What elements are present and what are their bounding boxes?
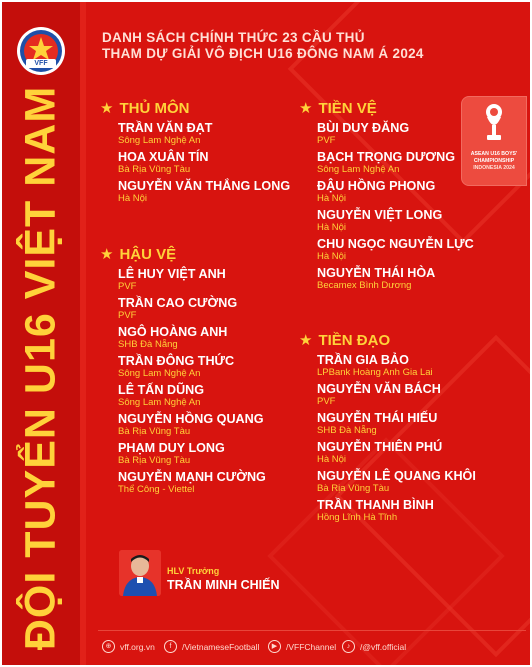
section-goalkeepers [100,99,290,204]
player-club: PVF [118,281,137,292]
section-forwards [299,331,476,523]
player-club: SHB Đà Nẵng [317,425,377,436]
player-entry [317,208,474,233]
player-club: Bà Rịa Vũng Tàu [118,455,191,466]
player-name: TRẦN THANH BÌNH [317,498,434,512]
vff-logo [16,26,66,76]
player-name: NGUYỄN THÁI HIẾU [317,411,438,425]
player-name: BÙI DUY ĐĂNG [317,121,410,135]
player-club: LPBank Hoàng Anh Gia Lai [317,367,433,378]
head-coach [119,550,319,596]
section-title-text: TIỀN VỆ [318,99,377,117]
tiktok-link[interactable] [342,640,406,653]
vertical-team-title [10,85,72,651]
coach-name: TRẦN MINH CHIẾN [167,578,280,592]
vff-logo-text: VFF [34,60,48,67]
tiktok-icon: ♪ [342,640,355,653]
player-club: PVF [317,135,336,146]
coach-role: HLV Trưởng [167,566,220,576]
player-name: PHẠM DUY LONG [118,441,225,455]
player-name: CHU NGỌC NGUYỄN LỰC [317,237,474,251]
player-entry [118,412,266,437]
tiktok-text: /@vff.official [360,641,407,652]
player-name: NGÔ HOÀNG ANH [118,325,228,339]
player-club: SHB Đà Nẵng [118,339,178,350]
youtube-link[interactable] [268,640,336,653]
player-entry [317,353,476,378]
section-title [100,99,290,117]
website-text: vff.org.vn [120,641,155,652]
player-club: Bà Rịa Vũng Tàu [317,483,390,494]
section-defenders [100,245,266,495]
section-title [100,245,266,263]
footer-social [102,640,522,656]
section-title-text: HẬU VỆ [119,245,177,263]
player-name: NGUYỄN VIỆT LONG [317,208,443,222]
player-name: LÊ HUY VIỆT ANH [118,267,226,281]
facebook-link[interactable] [164,640,259,653]
star-icon: ★ [100,99,114,117]
star-icon: ★ [100,245,114,263]
player-entry [118,296,266,321]
youtube-icon: ▶ [268,640,281,653]
section-title-text: THỦ MÔN [119,99,190,117]
player-entry [317,411,476,436]
player-name: NGUYỄN THÁI HÒA [317,266,436,280]
section-title-text: TIỀN ĐẠO [318,331,391,349]
player-club: PVF [317,396,336,407]
player-club: Sông Lam Nghệ An [118,397,201,408]
player-entry [317,498,476,523]
player-club: Sông Lam Nghệ An [118,135,201,146]
player-name: NGUYỄN HỒNG QUANG [118,412,264,426]
squad-announcement-poster [2,2,530,665]
player-club: Hà Nội [118,193,148,204]
player-club: PVF [118,310,137,321]
player-entry [317,266,474,291]
star-icon: ★ [299,99,313,117]
player-club: Sông Lam Nghệ An [317,164,400,175]
player-name: BẠCH TRỌNG DƯƠNG [317,150,456,164]
player-name: NGUYỄN THIÊN PHÚ [317,440,443,454]
footer-divider [98,630,526,631]
section-title [299,331,476,349]
player-entry [118,354,266,379]
trophy-icon [480,103,508,152]
youtube-text: /VFFChannel [286,641,337,652]
badge-line-1: ASEAN U16 BOYS' [470,151,518,157]
player-entry [317,440,476,465]
player-club: Hồng Lĩnh Hà Tĩnh [317,512,398,523]
player-name: ĐẬU HỒNG PHONG [317,179,436,193]
facebook-text: /VietnameseFootball [182,641,260,652]
section-midfielders [299,99,474,291]
player-entry [118,179,290,204]
player-club: Sông Lam Nghệ An [118,368,201,379]
player-club: Bà Rịa Vũng Tàu [118,164,191,175]
website-link[interactable] [102,640,155,653]
player-name: TRẦN ĐÔNG THỨC [118,354,235,368]
player-entry [317,150,474,175]
player-club: Hà Nội [317,222,347,233]
player-name: LÊ TẤN DŨNG [118,383,205,397]
player-name: TRẦN VĂN ĐẠT [118,121,213,135]
badge-line-2: CHAMPIONSHIP [473,158,515,164]
section-title [299,99,474,117]
player-entry [118,325,266,350]
badge-line-3: INDONESIA 2024 [473,165,515,171]
player-club: Thể Công - Viettel [118,484,195,495]
header-line-1: DANH SÁCH CHÍNH THỨC 23 CẦU THỦ [102,30,365,45]
player-name: NGUYỄN MẠNH CƯỜNG [118,470,266,484]
player-club: Becamex Bình Dương [317,280,412,291]
player-name: NGUYỄN VĂN BÁCH [317,382,441,396]
player-name: NGUYỄN VĂN THẮNG LONG [118,179,291,193]
player-name: TRẦN GIA BẢO [317,353,409,367]
player-entry [118,441,266,466]
player-entry [317,121,474,146]
player-club: Hà Nội [317,193,347,204]
player-entry [317,179,474,204]
header-line-2: THAM DỰ GIẢI VÔ ĐỊCH U16 ĐÔNG NAM Á 2024 [102,46,424,61]
player-entry [317,382,476,407]
player-entry [317,469,476,494]
player-club: Bà Rịa Vũng Tàu [118,426,191,437]
player-entry [317,237,474,262]
globe-icon: ⊕ [102,640,115,653]
player-entry [118,383,266,408]
coach-photo [119,550,161,596]
star-icon: ★ [299,331,313,349]
player-entry [118,267,266,292]
player-name: TRẦN CAO CƯỜNG [118,296,238,310]
player-name: HOA XUÂN TÍN [118,150,209,164]
player-club: Hà Nội [317,454,347,465]
player-entry [118,150,290,175]
player-name: NGUYỄN LÊ QUANG KHÔI [317,469,476,483]
player-entry [118,470,266,495]
facebook-icon: f [164,640,177,653]
vertical-team-title-text: ĐỘI TUYỂN U16 VIỆT NAM [16,85,65,651]
player-entry [118,121,290,146]
player-club: Hà Nội [317,251,347,262]
